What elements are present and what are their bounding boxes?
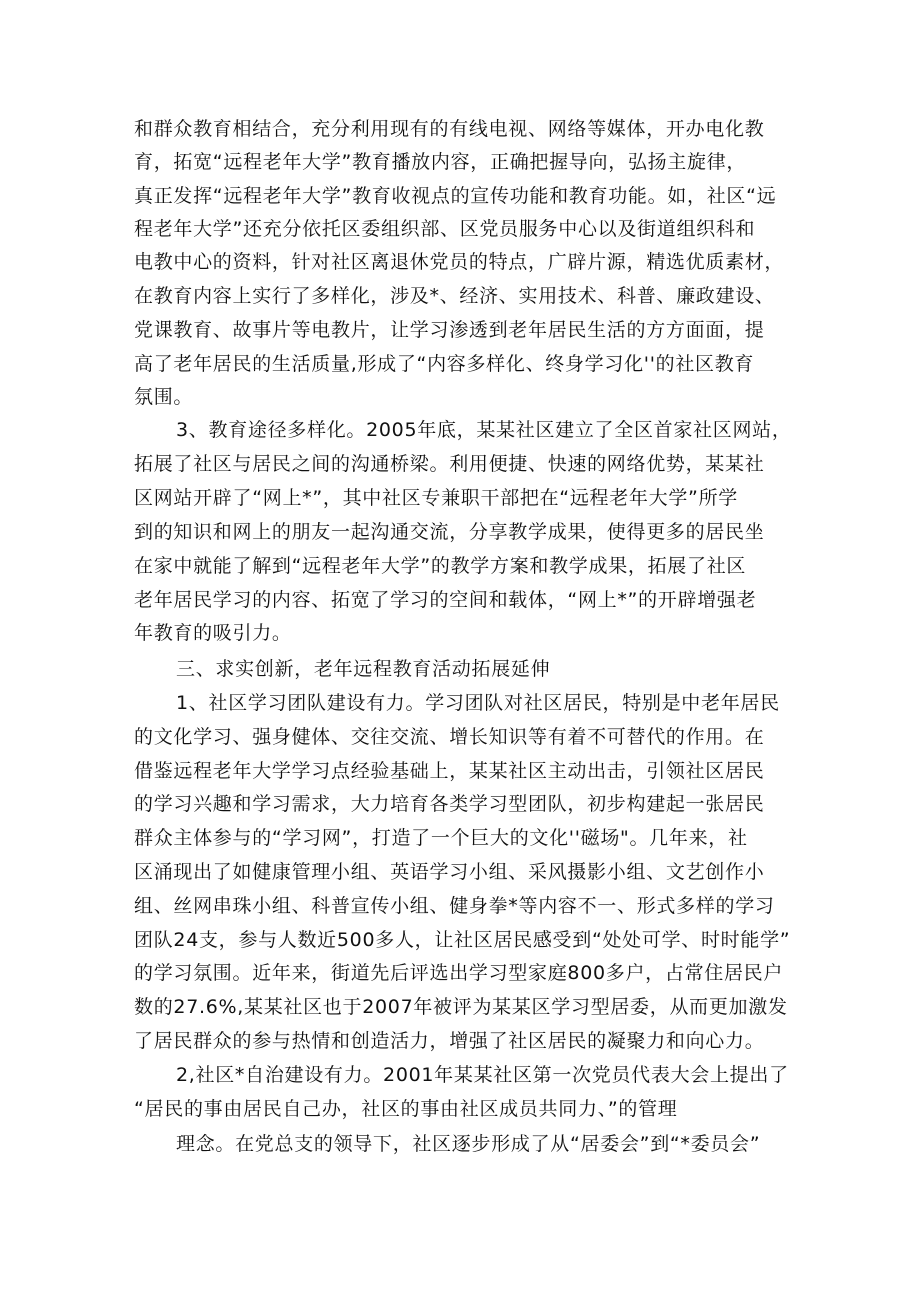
body-text-line: 区网站开辟了“网上*”，其中社区专兼职干部把在“远程老年大学”所学 [134,487,738,509]
body-text-line: 年教育的吸引力。 [134,622,292,644]
body-text-line: 借鉴远程老年大学学习点经验基础上，某某社区主动出击，引领社区居民 [134,760,765,782]
body-text-line: 组、丝网串珠小组、科普宣传小组、健身拳*等内容不一、形式多样的学习 [134,895,775,917]
body-text-line: 团队24支，参与人数近500多人，让社区居民感受到“处处可学、时时能学” [134,929,791,951]
body-text-line: “居民的事由居民自己办，社区的事由社区成员共同力、”的管理 [134,1098,678,1120]
body-text-line: 党课教育、故事片等电教片，让学习渗透到老年居民生活的方方面面，提 [134,319,765,341]
body-text-line: 了居民群众的参与热情和创造活力，增强了社区居民的凝聚力和向心力。 [134,1030,765,1052]
paragraph-start-line: 2,社区*自治建设有力。2001年某某社区第一次党员代表大会上提出了 [176,1064,789,1086]
body-text-line: 真正发挥“远程老年大学”教育收视点的宣传功能和教育功能。如，社区“远 [134,185,777,207]
body-text-line: 氛围。 [134,386,194,408]
body-text-line: 高了老年居民的生活质量,形成了“内容多样化、终身学习化''的社区教育 [134,353,755,375]
body-text-line: 老年居民学习的内容、拓宽了学习的空间和载体，“网上*”的开辟增强老 [134,589,757,611]
body-text-line: 的文化学习、强身健体、交往交流、增长知识等有着不可替代的作用。在 [134,726,765,748]
body-text-line: 的学习兴趣和学习需求，大力培育各类学习型团队，初步构建起一张居民 [134,793,765,815]
body-text-line: 理念。在党总支的领导下，社区逐步形成了从“居委会”到“*委员会” [176,1133,761,1155]
body-text-line: 数的27.6%,某某社区也于2007年被评为某某区学习型居委，从而更加激发 [134,996,788,1018]
body-text-line: 在家中就能了解到“远程老年大学”的教学方案和教学成果，拓展了社区 [134,555,747,577]
body-text-line: 的学习氛围。近年来，街道先后评选出学习型家庭800多户，占常住居民户 [134,962,784,984]
body-text-line: 和群众教育相结合，充分利用现有的有线电视、网络等媒体，开办电化教 [134,118,765,140]
paragraph-start-line: 3、教育途径多样化。2005年底，某某社区建立了全区首家社区网站， [176,419,792,441]
body-text-line: 区涌现出了如健康管理小组、英语学习小组、采风摄影小组、文艺创作小 [134,861,765,883]
body-text-line: 电教中心的资料，针对社区离退休党员的特点，广辟片源，精选优质素材， [134,251,785,273]
paragraph-start-line: 1、社区学习团队建设有力。学习团队对社区居民，特别是中老年居民 [176,692,780,714]
body-text-line: 到的知识和网上的朋友一起沟通交流，分享教学成果，使得更多的居民坐 [134,521,765,543]
body-text-line: 群众主体参与的“学习网”，打造了一个巨大的文化''磁场"。几年来，社 [134,827,748,849]
body-text-line: 拓展了社区与居民之间的沟通桥梁。利用便捷、快速的网络优势，某某社 [134,453,765,475]
body-text-line: 在教育内容上实行了多样化，涉及*、经济、实用技术、科普、廉政建设、 [134,285,775,307]
section-heading: 三、求实创新，老年远程教育活动拓展延伸 [176,658,551,680]
body-text-line: 育，拓宽“远程老年大学”教育播放内容，正确把握导向，弘扬主旋律， [134,151,747,173]
body-text-line: 程老年大学”还充分依托区委组织部、区党员服务中心以及街道组织科和 [134,218,756,240]
